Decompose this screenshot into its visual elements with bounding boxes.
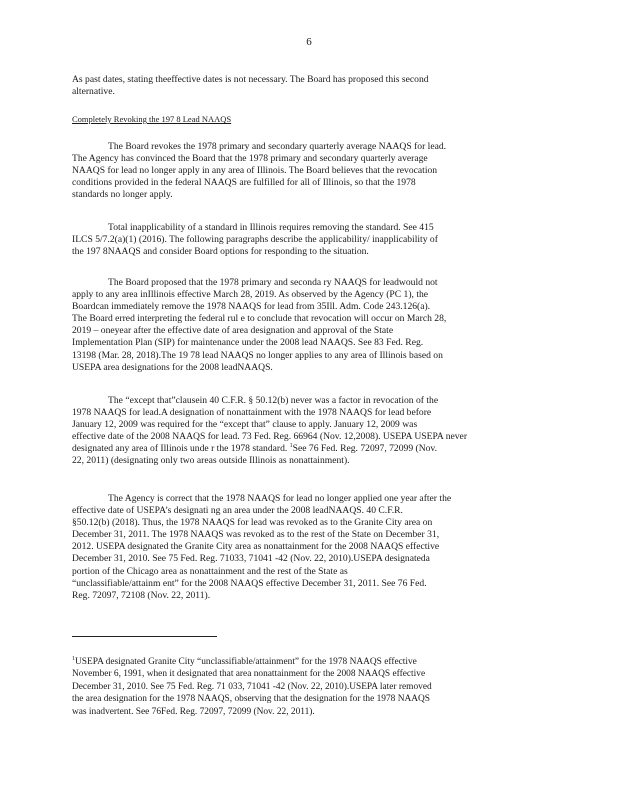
text-line: the 197 8NAAQS and consider Board options for responding to the situation. — [72, 246, 369, 258]
paragraph-inapplicability — [72, 222, 534, 258]
text-line: The “except that”clausein 40 C.F.R. § 50.12(b) never was a factor in revocation of the — [108, 395, 439, 406]
text-line: The Agency is correct that the 1978 NAAQS for lead no longer applied one year after the — [108, 493, 452, 504]
text-line: Implementation Plan (SIP) for maintenance under the 2008 lead NAAQS. See 83 Fed. Reg. — [72, 337, 424, 349]
text-line: was inadvertent. See 76Fed. Reg. 72097, 72099 (Nov. 22, 2011). — [72, 706, 315, 717]
text-line: conditions provided in the federal NAAQS are fulfilled for all of Illinois, so that the 1978 — [72, 177, 416, 189]
text-fragment: effective date of the 2008 NAAQS for lead. 73 Fed. Reg. 66964 (Nov. 12,2008). USEPA — [72, 431, 412, 443]
text-line: NAAQS for lead no longer apply in any area of Illinois. The Board believes that the revocation — [72, 165, 438, 177]
text-line: December 31, 2011. The 1978 NAAQS was revoked as to the rest of the State on December 31, — [72, 529, 440, 541]
text-line — [72, 431, 534, 443]
paragraph-proposed — [72, 277, 534, 374]
text-line — [72, 443, 534, 455]
text-line: 22, 2011) (designating only two areas outside Illinois as nonattainment). — [72, 455, 350, 467]
text-line: standards no longer apply. — [72, 189, 173, 201]
footnote-marker: 1 — [72, 656, 75, 662]
text-line: portion of the Chicago area as nonattainment and the rest of the State as — [72, 565, 348, 577]
text-line: The Board revokes the 1978 primary and secondary quarterly average NAAQS for lead. — [108, 141, 447, 152]
text-line: January 12, 2009 was required for the “except that” clause to apply. January 12, 2009 was — [72, 419, 418, 431]
text-line: December 31, 2010. See 75 Fed. Reg. 71 033, 71041 -42 (Nov. 22, 2010).USEPA later removed — [72, 681, 432, 692]
text-line: §50.12(b) (2018). Thus, the 1978 NAAQS for lead was revoked as to the Granite City area on — [72, 517, 433, 529]
text-line: USEPA area designations for the 2008 leadNAAQS. — [72, 361, 273, 373]
text-line: December 31, 2010. See 75 Fed. Reg. 71033, 71041 -42 (Nov. 22, 2010).USEPA designateda — [72, 553, 430, 565]
text-line: November 6, 1991, when it designated that area nonattainment for the 2008 NAAQS effective — [72, 669, 426, 680]
page-number: 6 — [306, 36, 312, 48]
text-line: 2012. USEPA designated the Granite City area as nonattainment for the 2008 NAAQS effective — [72, 541, 440, 553]
text-line: apply to any area inIllinois effective March 28, 2019. As observed by the Agency (PC 1), the — [72, 289, 429, 301]
text-fragment: See 76 Fed. Reg. 72097, 72099 (Nov. — [292, 443, 438, 455]
text-line — [72, 656, 534, 668]
text-line: effective date of USEPA’s designati ng an area under the 2008 leadNAAQS. 40 C.F.R. — [72, 505, 403, 517]
text-line: The Board erred interpreting the federal rul e to conclude that revocation will occur on March 28, — [72, 313, 447, 325]
text-line: As past dates, stating theeffective dates is not necessary. The Board has proposed this second — [72, 74, 429, 85]
text-fragment: USEPA designated Granite City “unclassifiable/attainment” for the 1978 NAAQS effective — [75, 657, 417, 667]
section-heading: Completely Revoking the 197 8 Lead NAAQS — [72, 114, 232, 124]
paragraph-revokes — [72, 141, 534, 201]
paragraph-except-that — [72, 395, 534, 468]
text-line: “unclassifiable/attainm ent” for the 2008 NAAQS effective December 31, 2011. See 76 Fed. — [72, 577, 427, 589]
text-line: The Agency has convinced the Board that the 1978 primary and secondary quarterly average — [72, 153, 428, 165]
text-line: 1978 NAAQS for lead.A designation of nonattainment with the 1978 NAAQS for lead before — [72, 407, 432, 419]
paragraph-agency-correct — [72, 493, 534, 602]
text-line: ILCS 5/7.2(a)(1) (2016). The following paragraphs describe the applicability/ inapplicability of — [72, 234, 438, 246]
intro-paragraph — [72, 74, 534, 98]
text-line: The Board proposed that the 1978 primary and seconda ry NAAQS for leadwould not — [108, 277, 438, 288]
text-line: Boardcan immediately remove the 1978 NAAQS for lead from 35Ill. Adm. Code 243.126(a). — [72, 301, 431, 313]
footnote-reference: 1 — [289, 443, 293, 450]
text-line: alternative. — [72, 86, 115, 98]
text-line: 13198 (Mar. 28, 2018).The 19 78 lead NAAQS no longer applies to any area of Illinois based on — [72, 349, 443, 361]
text-fragment: designated any area of Illinois unde r the 1978 standard. — [72, 443, 288, 455]
text-line: Reg. 72097, 72108 (Nov. 22, 2011). — [72, 589, 211, 601]
text-line: Total inapplicability of a standard in Illinois requires removing the standard. See 415 — [108, 222, 434, 233]
footnote — [72, 656, 534, 718]
footnote-divider — [72, 636, 217, 637]
text-line: the area designation for the 1978 NAAQS, observing that the designation for the 1978 NAAQS — [72, 694, 431, 705]
text-fragment: USEPA never — [414, 431, 468, 443]
text-line: 2019 – oneyear after the effective date of area designation and approval of the State — [72, 325, 394, 337]
